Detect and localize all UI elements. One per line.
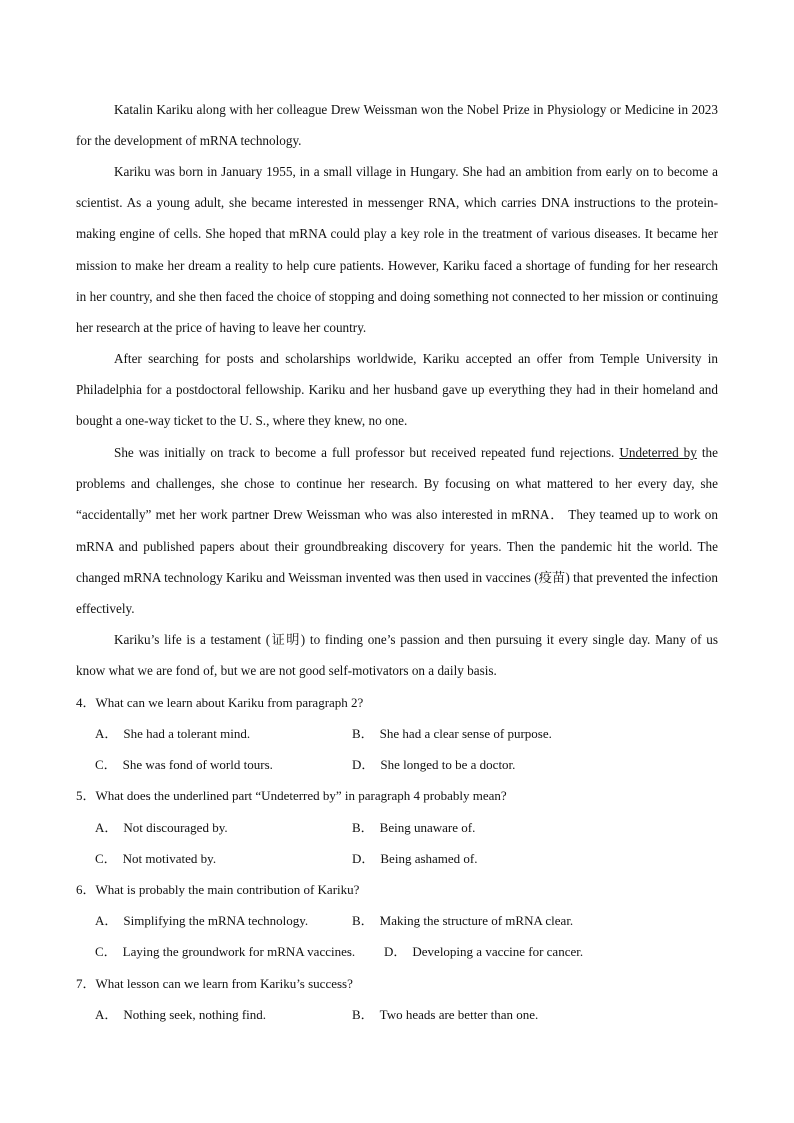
question-6-stem: 6．What is probably the main contribution of Kariku?	[76, 882, 360, 897]
question-5-stem: 5．What does the underlined part “Undeterred by” in paragraph 4 probably mean?	[76, 788, 507, 803]
passage-paragraph-5: Kariku’s life is a testament (证明) to finding one’s passion and then pursuing it every single day. Many of us know what we are fond of, but we are not good self-motivators on a daily basis.	[76, 632, 718, 679]
passage-paragraph-2: Kariku was born in January 1955, in a small village in Hungary. She had an ambition from early on to become a scientist. As a young adult, she became interested in messenger RNA, which carries DNA instructions to the protein-making engine of cells. She hoped that mRNA could play a key role in the treatment of various diseases. It became her mission to make her dream a reality to help cure patients. However, Kariku faced a shortage of funding for her research in her country, and she then faced the choice of stopping and doing something not connected to her mission or continuing her research at the price of having to leave her country.	[76, 164, 718, 336]
question-6-option-a[interactable]: A． Simplifying the mRNA technology.	[95, 913, 309, 928]
question-7-option-b[interactable]: B． Two heads are better than one.	[352, 1007, 539, 1022]
question-6-option-d[interactable]: D． Developing a vaccine for cancer.	[384, 944, 584, 959]
question-4-option-c[interactable]: C． She was fond of world tours.	[95, 757, 273, 772]
question-4-option-a[interactable]: A． She had a tolerant mind.	[95, 726, 251, 741]
question-6-option-c[interactable]: C． Laying the groundwork for mRNA vaccines.	[95, 944, 356, 959]
passage-paragraph-1: Katalin Kariku along with her colleague Drew Weissman won the Nobel Prize in Physiology or Medicine in 2023 for the development of mRNA technology.	[76, 102, 718, 149]
underlined-phrase: Undeterred by	[619, 445, 697, 460]
passage-paragraph-4: She was initially on track to become a full professor but received repeated fund rejections. Undeterred by the problems and challenges, she chose to continue her research. By focusing on what mattered to her every day, she “accidentally” met her work partner Drew Weissman who was also interested in mRNA． They teamed up to work on mRNA and published papers about their groundbreaking discovery for years. Then the pandemic hit the world. The changed mRNA technology Kariku and Weissman invented was then used in vaccines (疫苗) that prevented the infection effectively.	[76, 445, 718, 617]
question-5-option-b[interactable]: B． Being unaware of.	[352, 820, 476, 835]
question-7-option-a[interactable]: A． Nothing seek, nothing find.	[95, 1007, 267, 1022]
question-5-option-d[interactable]: D． Being ashamed of.	[352, 851, 478, 866]
passage-paragraph-3: After searching for posts and scholarships worldwide, Kariku accepted an offer from Temple University in Philadelphia for a postdoctoral fellowship. Kariku and her husband gave up everything they had in their homeland and bought a one-way ticket to the U. S., where they knew, no one.	[76, 351, 718, 429]
question-5-option-c[interactable]: C． Not motivated by.	[95, 851, 217, 866]
question-4-option-d[interactable]: D． She longed to be a doctor.	[352, 757, 516, 772]
question-4-option-b[interactable]: B． She had a clear sense of purpose.	[352, 726, 552, 741]
question-6-option-b[interactable]: B． Making the structure of mRNA clear.	[352, 913, 574, 928]
question-5-option-a[interactable]: A． Not discouraged by.	[95, 820, 228, 835]
question-4-stem: 4．What can we learn about Kariku from paragraph 2?	[76, 695, 364, 710]
question-7-stem: 7．What lesson can we learn from Kariku’s success?	[76, 976, 353, 991]
